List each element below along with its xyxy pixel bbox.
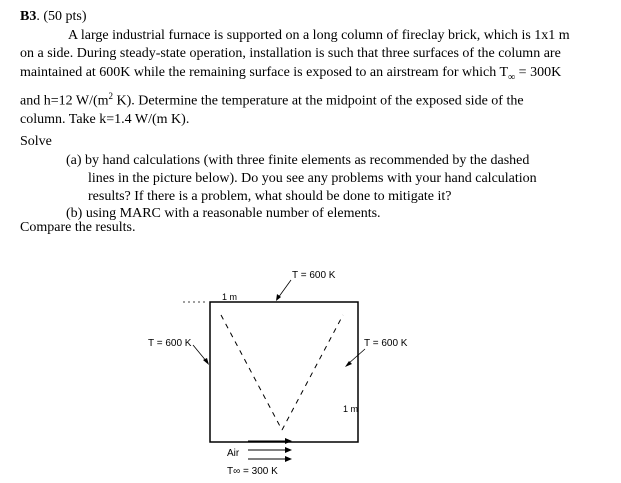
t-infinity-subscript: ∞ xyxy=(508,71,516,83)
problem-number: B3 xyxy=(20,9,37,24)
problem-line-3-text: maintained at 600K while the remaining surface is exposed to an airstream for which T xyxy=(20,64,509,80)
problem-line-4a: and h=12 W/(m xyxy=(20,93,109,109)
left-arrow-head xyxy=(203,358,209,365)
air-flow-arrow-head-1 xyxy=(285,438,292,444)
column-square xyxy=(210,302,358,442)
problem-line-4b: K). Determine the temperature at the midpoint of the exposed side of the xyxy=(113,93,524,109)
left-temp-label: T = 600 K xyxy=(148,338,192,349)
dashed-line-left xyxy=(221,315,282,430)
air-label: Air xyxy=(227,448,240,459)
problem-points: (50 pts) xyxy=(43,9,87,24)
air-temperature-label: T∞ = 300 K xyxy=(227,466,278,477)
solve-heading: Solve xyxy=(20,134,52,149)
squared-superscript: 2 xyxy=(108,90,114,101)
item-a-line-1: (a) by hand calculations (with three finite elements as recommended by the dashed xyxy=(66,153,530,168)
problem-line-5: column. Take k=1.4 W/(m K). xyxy=(20,111,190,127)
right-leader-line xyxy=(348,349,365,364)
problem-header: B3. (50 pts) xyxy=(20,9,87,24)
compare-text: Compare the results. xyxy=(20,220,136,235)
air-flow-arrow-head-2 xyxy=(285,447,292,453)
item-b: (b) using MARC with a reasonable number of elements. xyxy=(66,206,381,221)
air-flow-arrow-head-3 xyxy=(285,456,292,462)
top-dimension-label: 1 m xyxy=(222,292,238,302)
side-dimension-label: 1 m xyxy=(343,404,359,414)
top-temp-label: T = 600 K xyxy=(292,270,336,281)
problem-line-2: on a side. During steady-state operation, installation is such that three surfaces of the column are xyxy=(20,46,561,61)
item-a-line-2: lines in the picture below). Do you see any problems with your hand calculation xyxy=(88,171,537,186)
top-leader-line xyxy=(278,280,291,298)
item-a-line-3: results? If there is a problem, what should be done to mitigate it? xyxy=(88,189,452,204)
right-temp-label: T = 600 K xyxy=(364,338,408,349)
problem-line-1: A large industrial furnace is supported on a long column of fireclay brick, which is 1x1 m xyxy=(68,27,570,43)
t-infinity-value: = 300K xyxy=(515,64,562,80)
dashed-line-right xyxy=(282,315,343,430)
